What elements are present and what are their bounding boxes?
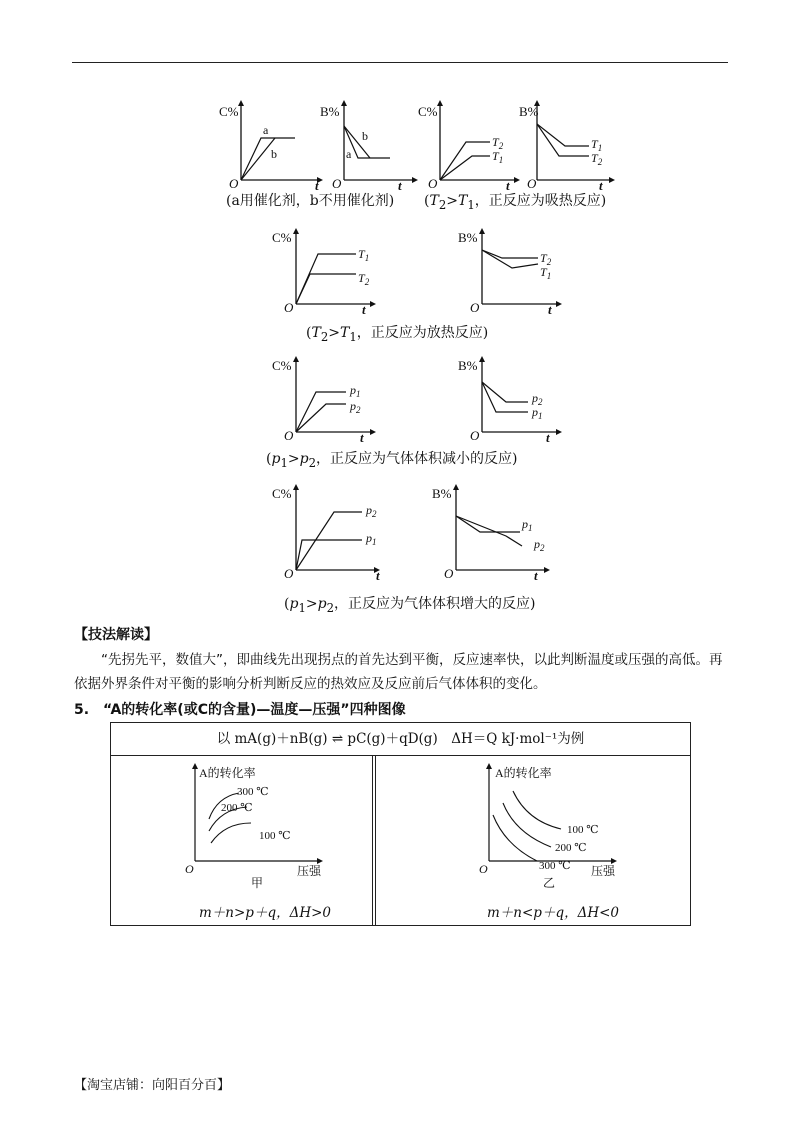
svg-text:A的转化率: A的转化率 [199,766,256,780]
svg-text:p1: $p_1$ [532,405,543,421]
svg-text:O: O [284,566,294,581]
technique-heading: 【技法解读】 [74,627,158,643]
svg-text:p1: $p_1$ [522,517,533,533]
svg-text:p2: $p_2$ [366,503,377,519]
caption-catalyst: (a用催化剂，b不用催化剂) [226,193,395,209]
svg-text:100 ℃: 100 ℃ [567,824,599,836]
top-rule [72,62,728,63]
graph-pressure-b-1 [456,356,566,445]
svg-text:T1: $T_1$ [591,137,603,153]
graph-catalyst-c [219,100,325,193]
svg-text:p2: $p_2$ [350,399,361,415]
svg-text:压强: 压强 [297,864,322,878]
svg-text:T1: $T_1$ [492,149,504,165]
svg-text:B%: B% [320,104,340,119]
graph-exo-b [456,228,566,317]
svg-text:O: O [479,862,488,876]
graph-exo-c [270,228,380,317]
svg-text:200 ℃: 200 ℃ [221,802,253,814]
graph-pressure-c-2 [270,484,390,583]
svg-text:O: O [332,176,342,191]
svg-text:300 ℃: 300 ℃ [539,860,571,872]
graph-yi [451,757,631,890]
svg-text:C%: C% [272,230,292,245]
svg-text:200 ℃: 200 ℃ [555,842,587,854]
svg-text:t: t [548,302,552,317]
svg-text:300 ℃: 300 ℃ [237,786,269,798]
caption-volume-increase: ($p_1>p_2$，正反应为气体体积增大的反应) [284,596,536,615]
svg-text:p2: $p_2$ [532,391,543,407]
footer-shop: 【淘宝店铺：向阳百分百】 [74,1078,231,1093]
caption-endothermic: ($T_2>T_1$，正反应为吸热反应) [424,193,607,212]
svg-text:A的转化率: A的转化率 [495,766,552,780]
condition-jia: m＋n>p＋q，ΔH>0 [199,905,332,921]
svg-text:p1: $p_1$ [366,531,377,547]
svg-text:b: b [362,129,368,143]
svg-text:t: t [362,302,366,317]
svg-text:C%: C% [272,486,292,501]
svg-text:O: O [428,176,438,191]
svg-text:O: O [470,300,480,315]
svg-text:p1: $p_1$ [350,383,361,399]
svg-text:B%: B% [519,104,539,119]
svg-text:O: O [444,566,454,581]
svg-text:C%: C% [272,358,292,373]
caption-exothermic: ($T_2>T_1$，正反应为放热反应) [306,325,489,344]
svg-text:T1: $T_1$ [358,247,370,263]
svg-text:t: t [534,568,538,583]
svg-text:T2: $T_2$ [492,135,504,151]
svg-text:t: t [360,430,364,445]
graph-pressure-c-1 [270,356,380,445]
graph-temp-c-1 [418,100,520,193]
curve-a-label: a [263,123,269,137]
svg-text:压强: 压强 [591,864,616,878]
svg-text:t: t [599,178,603,193]
svg-text:p2: $p_2$ [534,537,545,553]
svg-text:B%: B% [432,486,452,501]
svg-text:t: t [315,178,319,193]
svg-text:T1: $T_1$ [540,265,552,281]
svg-text:100 ℃: 100 ℃ [259,830,291,842]
technique-text: “先拐先平，数值大”，即曲线先出现拐点的首先达到平衡，反应速率快，以此判断温度或压强的高低。再依据外界条件对平衡的影响分析判断反应的热效应及反应前后气体体积的变化。 [74,652,723,692]
svg-text:甲: 甲 [251,876,264,890]
graph-catalyst-b [318,100,418,193]
svg-text:C%: C% [418,104,438,119]
svg-text:B%: B% [458,230,478,245]
svg-text:O: O [284,300,294,315]
svg-text:O: O [527,176,537,191]
graph-temp-b-1 [515,100,615,193]
svg-text:O: O [470,428,480,443]
svg-text:乙: 乙 [543,876,556,890]
conversion-table [110,722,691,926]
svg-text:B%: B% [458,358,478,373]
svg-text:T2: $T_2$ [540,251,552,267]
graph-jia [171,757,351,890]
section-5-title: 5. “A的转化率(或C的含量)—温度—压强”四种图像 [74,702,406,718]
svg-text:T2: $T_2$ [358,271,370,287]
y-label: C% [219,104,239,119]
svg-text:T2: $T_2$ [591,151,603,167]
curve-b-label: b [271,147,277,161]
svg-text:t: t [376,568,380,583]
graph-pressure-b-2 [430,484,560,583]
svg-text:O: O [229,176,239,191]
svg-text:t: t [546,430,550,445]
svg-text:O: O [185,862,194,876]
svg-text:a: a [346,147,352,161]
svg-text:t: t [398,178,402,193]
svg-text:O: O [284,428,294,443]
condition-yi: m＋n<p＋q，ΔH<0 [487,905,620,921]
svg-text:t: t [506,178,510,193]
caption-volume-decrease: ($p_1>p_2$，正反应为气体体积减小的反应) [266,451,518,470]
table-header: 以 mA(g)＋nB(g) ⇌ pC(g)＋qD(g) ΔH＝Q kJ·mol⁻¹为例 [111,723,690,756]
